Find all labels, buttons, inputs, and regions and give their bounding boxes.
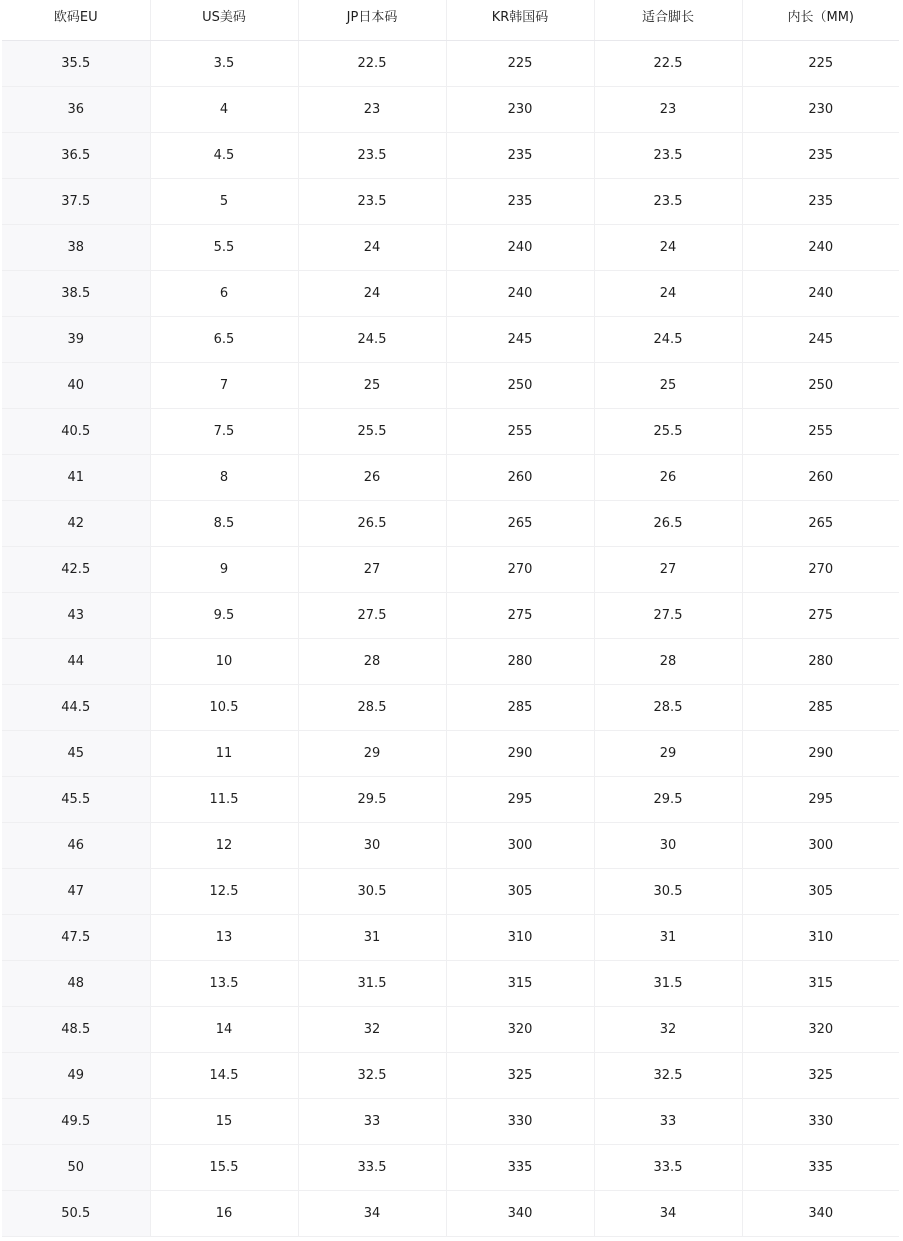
cell-foot-length: 22.5 [594,40,742,86]
cell-eu: 50 [2,1144,150,1190]
cell-foot-length: 33 [594,1098,742,1144]
cell-inner-length: 290 [742,730,899,776]
table-row [2,684,899,730]
header-inner-length: 内长（MM) [742,0,899,40]
cell-inner-length: 300 [742,822,899,868]
cell-inner-length: 260 [742,454,899,500]
cell-us: 9.5 [150,592,298,638]
cell-jp: 27 [298,546,446,592]
cell-us: 11 [150,730,298,776]
table-row [2,40,899,86]
cell-eu: 43 [2,592,150,638]
cell-kr: 235 [446,178,594,224]
cell-inner-length: 270 [742,546,899,592]
cell-eu: 38.5 [2,270,150,316]
cell-eu: 48 [2,960,150,1006]
cell-eu: 48.5 [2,1006,150,1052]
cell-eu: 36.5 [2,132,150,178]
cell-inner-length: 245 [742,316,899,362]
cell-inner-length: 315 [742,960,899,1006]
cell-foot-length: 26 [594,454,742,500]
table-row [2,1006,899,1052]
cell-jp: 26.5 [298,500,446,546]
cell-us: 3.5 [150,40,298,86]
cell-kr: 270 [446,546,594,592]
table-row [2,868,899,914]
cell-us: 14 [150,1006,298,1052]
cell-jp: 23.5 [298,178,446,224]
cell-us: 15 [150,1098,298,1144]
cell-us: 4.5 [150,132,298,178]
table-row [2,638,899,684]
cell-foot-length: 30 [594,822,742,868]
cell-kr: 260 [446,454,594,500]
table-row [2,316,899,362]
cell-us: 7 [150,362,298,408]
table-row [2,362,899,408]
cell-foot-length: 31.5 [594,960,742,1006]
cell-us: 13 [150,914,298,960]
cell-jp: 24.5 [298,316,446,362]
cell-eu: 41 [2,454,150,500]
table-row [2,1098,899,1144]
cell-us: 6 [150,270,298,316]
table-body [2,40,899,1236]
table-row [2,1190,899,1236]
cell-eu: 44 [2,638,150,684]
cell-foot-length: 29 [594,730,742,776]
table-row [2,776,899,822]
cell-jp: 23 [298,86,446,132]
cell-foot-length: 34 [594,1190,742,1236]
cell-inner-length: 235 [742,132,899,178]
cell-inner-length: 340 [742,1190,899,1236]
cell-eu: 44.5 [2,684,150,730]
header-row [2,0,899,40]
cell-eu: 45.5 [2,776,150,822]
cell-inner-length: 305 [742,868,899,914]
size-chart-table [2,0,899,1237]
cell-kr: 295 [446,776,594,822]
table-row [2,546,899,592]
cell-foot-length: 24.5 [594,316,742,362]
header-jp: JP日本码 [298,0,446,40]
cell-jp: 28.5 [298,684,446,730]
cell-foot-length: 33.5 [594,1144,742,1190]
cell-jp: 27.5 [298,592,446,638]
cell-jp: 31 [298,914,446,960]
cell-foot-length: 32.5 [594,1052,742,1098]
cell-us: 13.5 [150,960,298,1006]
table-row [2,822,899,868]
cell-eu: 45 [2,730,150,776]
cell-kr: 290 [446,730,594,776]
cell-us: 10 [150,638,298,684]
table-row [2,730,899,776]
cell-inner-length: 280 [742,638,899,684]
cell-jp: 30.5 [298,868,446,914]
cell-jp: 30 [298,822,446,868]
header-foot-length: 适合脚长 [594,0,742,40]
cell-jp: 33.5 [298,1144,446,1190]
cell-jp: 32 [298,1006,446,1052]
table-row [2,132,899,178]
cell-inner-length: 310 [742,914,899,960]
cell-eu: 47 [2,868,150,914]
cell-inner-length: 285 [742,684,899,730]
cell-jp: 24 [298,224,446,270]
cell-kr: 300 [446,822,594,868]
cell-us: 12.5 [150,868,298,914]
table-row [2,1144,899,1190]
cell-us: 9 [150,546,298,592]
cell-foot-length: 32 [594,1006,742,1052]
cell-eu: 47.5 [2,914,150,960]
cell-us: 7.5 [150,408,298,454]
cell-foot-length: 25 [594,362,742,408]
cell-foot-length: 24 [594,270,742,316]
cell-us: 10.5 [150,684,298,730]
cell-foot-length: 28 [594,638,742,684]
cell-inner-length: 240 [742,224,899,270]
cell-eu: 36 [2,86,150,132]
cell-inner-length: 320 [742,1006,899,1052]
cell-kr: 330 [446,1098,594,1144]
cell-us: 14.5 [150,1052,298,1098]
cell-eu: 39 [2,316,150,362]
cell-inner-length: 275 [742,592,899,638]
cell-inner-length: 235 [742,178,899,224]
cell-inner-length: 330 [742,1098,899,1144]
cell-eu: 38 [2,224,150,270]
cell-us: 8.5 [150,500,298,546]
cell-jp: 31.5 [298,960,446,1006]
table-row [2,500,899,546]
cell-kr: 245 [446,316,594,362]
cell-jp: 33 [298,1098,446,1144]
header-us: US美码 [150,0,298,40]
cell-eu: 40 [2,362,150,408]
cell-us: 5 [150,178,298,224]
cell-jp: 26 [298,454,446,500]
cell-kr: 240 [446,224,594,270]
cell-jp: 34 [298,1190,446,1236]
cell-kr: 235 [446,132,594,178]
header-eu: 欧码EU [2,0,150,40]
cell-us: 5.5 [150,224,298,270]
cell-inner-length: 265 [742,500,899,546]
cell-eu: 49.5 [2,1098,150,1144]
cell-us: 16 [150,1190,298,1236]
cell-inner-length: 335 [742,1144,899,1190]
cell-jp: 25.5 [298,408,446,454]
cell-us: 12 [150,822,298,868]
cell-foot-length: 27.5 [594,592,742,638]
cell-jp: 25 [298,362,446,408]
cell-kr: 305 [446,868,594,914]
table-row [2,224,899,270]
cell-inner-length: 240 [742,270,899,316]
cell-inner-length: 255 [742,408,899,454]
cell-kr: 335 [446,1144,594,1190]
cell-eu: 37.5 [2,178,150,224]
cell-kr: 275 [446,592,594,638]
cell-kr: 340 [446,1190,594,1236]
cell-kr: 265 [446,500,594,546]
cell-jp: 28 [298,638,446,684]
cell-jp: 32.5 [298,1052,446,1098]
cell-inner-length: 225 [742,40,899,86]
table-row [2,270,899,316]
cell-jp: 23.5 [298,132,446,178]
cell-foot-length: 24 [594,224,742,270]
cell-inner-length: 295 [742,776,899,822]
cell-us: 6.5 [150,316,298,362]
header-kr: KR韩国码 [446,0,594,40]
table-row [2,1052,899,1098]
cell-foot-length: 30.5 [594,868,742,914]
cell-eu: 42.5 [2,546,150,592]
cell-eu: 46 [2,822,150,868]
table-row [2,86,899,132]
cell-eu: 50.5 [2,1190,150,1236]
table-row [2,178,899,224]
cell-foot-length: 23 [594,86,742,132]
cell-us: 8 [150,454,298,500]
cell-kr: 225 [446,40,594,86]
cell-foot-length: 27 [594,546,742,592]
table-row [2,960,899,1006]
cell-foot-length: 29.5 [594,776,742,822]
cell-eu: 40.5 [2,408,150,454]
table-row [2,914,899,960]
cell-kr: 325 [446,1052,594,1098]
cell-kr: 310 [446,914,594,960]
cell-foot-length: 26.5 [594,500,742,546]
cell-kr: 320 [446,1006,594,1052]
cell-kr: 230 [446,86,594,132]
table-row [2,408,899,454]
cell-us: 11.5 [150,776,298,822]
cell-inner-length: 250 [742,362,899,408]
cell-foot-length: 28.5 [594,684,742,730]
cell-us: 15.5 [150,1144,298,1190]
table-row [2,454,899,500]
table-row [2,592,899,638]
cell-jp: 29 [298,730,446,776]
cell-kr: 280 [446,638,594,684]
cell-us: 4 [150,86,298,132]
cell-foot-length: 23.5 [594,132,742,178]
cell-eu: 35.5 [2,40,150,86]
cell-foot-length: 31 [594,914,742,960]
cell-eu: 42 [2,500,150,546]
cell-kr: 240 [446,270,594,316]
cell-eu: 49 [2,1052,150,1098]
cell-kr: 285 [446,684,594,730]
cell-jp: 22.5 [298,40,446,86]
cell-kr: 315 [446,960,594,1006]
cell-jp: 29.5 [298,776,446,822]
cell-inner-length: 230 [742,86,899,132]
cell-jp: 24 [298,270,446,316]
cell-foot-length: 23.5 [594,178,742,224]
cell-foot-length: 25.5 [594,408,742,454]
table-header [2,0,899,40]
cell-kr: 255 [446,408,594,454]
cell-inner-length: 325 [742,1052,899,1098]
cell-kr: 250 [446,362,594,408]
